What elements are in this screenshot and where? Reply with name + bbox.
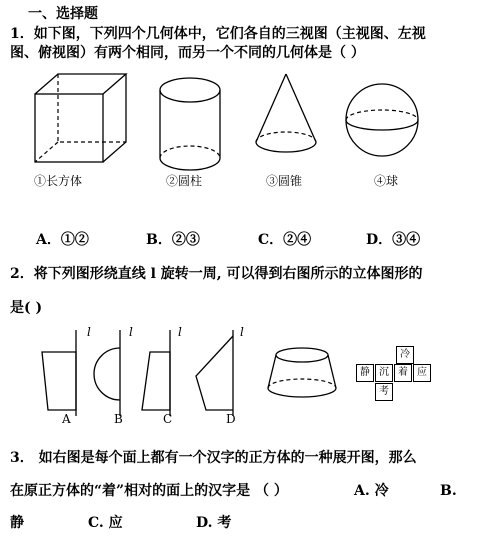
cuboid-figure [35, 74, 126, 162]
axis-label-c: l [178, 325, 182, 339]
net-face-2: 沉 [375, 364, 393, 382]
fig-label-a: A [62, 412, 71, 426]
cone-figure [256, 74, 316, 152]
axis-label-b: l [129, 325, 133, 339]
q3-option-d[interactable]: D. 考 [196, 515, 232, 531]
cylinder-figure [160, 78, 220, 170]
section-title: 一、选择题 [28, 6, 98, 22]
net-face-top: 冷 [396, 346, 414, 364]
frustum-figure [264, 346, 344, 406]
q3-option-c[interactable]: C. 应 [88, 515, 123, 531]
q2-line1: 2．将下列图形绕直线 l 旋转一周, 可以得到右图所示的立体图形的 [10, 266, 423, 282]
q2-line2: 是( ) [10, 300, 43, 316]
q1-line1: 1．如下图，下列四个几何体中，它们各自的三视图（主视图、左视 [10, 26, 426, 42]
fig-label-b: B [114, 412, 123, 426]
net-face-bottom: 考 [375, 383, 393, 401]
caption-cuboid: ①长方体 [34, 174, 83, 188]
q3-line2: 在原正方体的“着”相对的面上的汉字是 （ ） [10, 483, 288, 499]
q3-option-a[interactable]: A. 冷 [354, 483, 389, 499]
net-face-3: 着 [394, 364, 412, 382]
caption-sphere: ④球 [374, 174, 399, 188]
q1-option-b[interactable]: B．②③ [146, 232, 200, 248]
sphere-figure [346, 84, 418, 156]
shape-b [94, 330, 120, 416]
q1-option-c[interactable]: C．②④ [258, 232, 312, 248]
q1-option-a[interactable]: A．①② [36, 232, 89, 248]
shape-a [42, 330, 76, 416]
q2-shapes [36, 326, 261, 426]
q3-option-b-word[interactable]: 静 [10, 515, 24, 531]
q3-option-b[interactable]: B. [440, 483, 457, 499]
net-face-4: 应 [413, 364, 431, 382]
fig-label-d: D [226, 412, 236, 426]
q3-line1: 3． 如右图是每个面上都有一个汉字的正方体的一种展开图，那么 [10, 450, 417, 466]
fig-label-c: C [163, 412, 173, 426]
q1-line2: 图、俯视图）有两个相同，而另一个不同的几何体是（ ） [10, 45, 365, 61]
q1-option-d[interactable]: D．③④ [366, 232, 421, 248]
axis-label-a: l [87, 325, 91, 339]
caption-cylinder: ②圆柱 [166, 174, 203, 188]
net-face-1: 静 [356, 364, 374, 382]
shape-d [196, 330, 233, 416]
axis-label-d: l [240, 325, 244, 339]
shape-c [142, 330, 170, 416]
caption-cone: ③圆锥 [266, 174, 303, 188]
